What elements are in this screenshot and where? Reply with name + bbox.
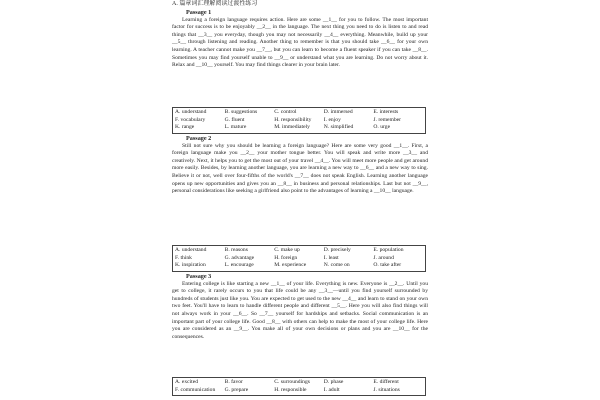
option: K. inspiration (175, 262, 206, 269)
option: M. immediately (274, 124, 310, 131)
option: C. make up (274, 247, 300, 253)
option: I. adult (323, 386, 340, 393)
options-row (175, 124, 423, 132)
option: K. range (175, 124, 195, 131)
options-row (175, 109, 423, 117)
option: C. control (274, 109, 297, 115)
option: M. experience (274, 262, 307, 269)
passage-1-title: Passage 1 (186, 9, 212, 16)
option: H. responsible (274, 386, 307, 393)
passage-2 (172, 135, 428, 196)
option: O. urge (373, 124, 391, 131)
option: D. precisely (323, 247, 351, 253)
worksheet-header: A. 篇章词汇理解阅读过渡性练习 (172, 1, 258, 7)
option: H. responsibility (274, 116, 312, 123)
passage-2-title: Passage 2 (186, 135, 212, 142)
option: I. enjoy (323, 116, 341, 123)
passage-3 (172, 273, 428, 341)
options-row (175, 387, 423, 395)
option: D. immersed (323, 109, 353, 115)
passage-1-options (172, 107, 426, 134)
passage-1-text: Learning a foreign language requires action. Here are some __1__ for you to follow. The most important factor for success is to be enjoyably __2__ in the language. The next thing you need to do is listen to and read things that __3__ you everyday, though you may not necessarily __4__ everything. Meanwhile, build up your __5__ through listening and reading. Another thing to remember is that you should take __6__ for your own learning. A teacher cannot make you __7__, but you can learn to become a fluent speaker if you can take __8__. Sometimes you may find yourself unable to __9__ or understand what you are learning. Do not worry about it. Relax and __10__ yourself. You may find things clearer in your brain later. (172, 16, 428, 69)
option: D. phase (323, 379, 344, 385)
option: J. situations (373, 386, 400, 393)
options-row (175, 262, 423, 270)
option: E. population (373, 247, 404, 253)
passage-1 (172, 9, 428, 70)
option: O. take after (373, 262, 402, 269)
options-row (175, 379, 423, 387)
option: A. understand (175, 109, 207, 115)
option: N. come on (323, 262, 350, 269)
option: J. around (373, 254, 394, 261)
option: G. prepare (224, 386, 249, 393)
passage-3-options (172, 377, 426, 396)
passage-2-options (172, 245, 426, 272)
option: F. think (175, 254, 192, 261)
option: N. simplified (323, 124, 354, 131)
option: L. encourage (224, 262, 254, 269)
passage-3-title: Passage 3 (186, 273, 212, 280)
option: A. understand (175, 247, 207, 253)
option: B. reasons (224, 247, 248, 253)
option: B. favor (224, 379, 243, 385)
options-row (175, 117, 423, 125)
option: L. mature (224, 124, 247, 131)
option: J. remember (373, 116, 402, 123)
option: B. suggestions (224, 109, 258, 115)
option: F. communication (175, 386, 216, 393)
passage-2-text: Still not sure why you should be learning a foreign language? Here are some very good __1__. First, a foreign language make you __2__ your mother tongue better. You will speak and write more __3__ and creatively. Next, it helps you to get the most out of your travel __4__. You will meet more people and get around more easily. Besides, by learning another language, you are learning a new way to __6__ and a new way to sing. Believe it or not, well over four-fifths of the world's __7__ does not speak English. Learning another language opens up new opportunities and gives you an __8__ in business and personal relationships. Last but not __9__, personal considerations like seeking a girlfriend also point to the advantages of learning a __10__ language. (172, 142, 428, 195)
passage-3-text: Entering college is like starting a new __1__ of your life. Everything is new. Everyone is __2__. Until you get to college, it rarely occurs to you that life could be any __3__—until you find yourself surrounded by hundreds of students just like you. You are expected to get used to the new __4__ and learn to stand on your own two feet. You'll have to learn to handle different people and different __5__. Here you will also find things will not always work in your __6__. So __7__ yourself for hardships and setbacks. Social communication is an important part of your college life. Good __8__ with others can help to make the most of your college life. Here you are considered as an __9__. You make all of your own decisions or plans and you are __10__ for the consequences. (172, 280, 428, 340)
option: E. different (373, 379, 399, 385)
worksheet-page (168, 0, 432, 400)
option: F. vocabulary (175, 116, 206, 123)
option: C. surroundings (274, 379, 310, 385)
option: I. least (323, 254, 339, 261)
option: G. fluent (224, 116, 245, 123)
option: G. advantage (224, 254, 255, 261)
options-row (175, 247, 423, 255)
option: H. foreign (274, 254, 298, 261)
option: E. interests (373, 109, 399, 115)
option: A. excited (175, 379, 198, 385)
